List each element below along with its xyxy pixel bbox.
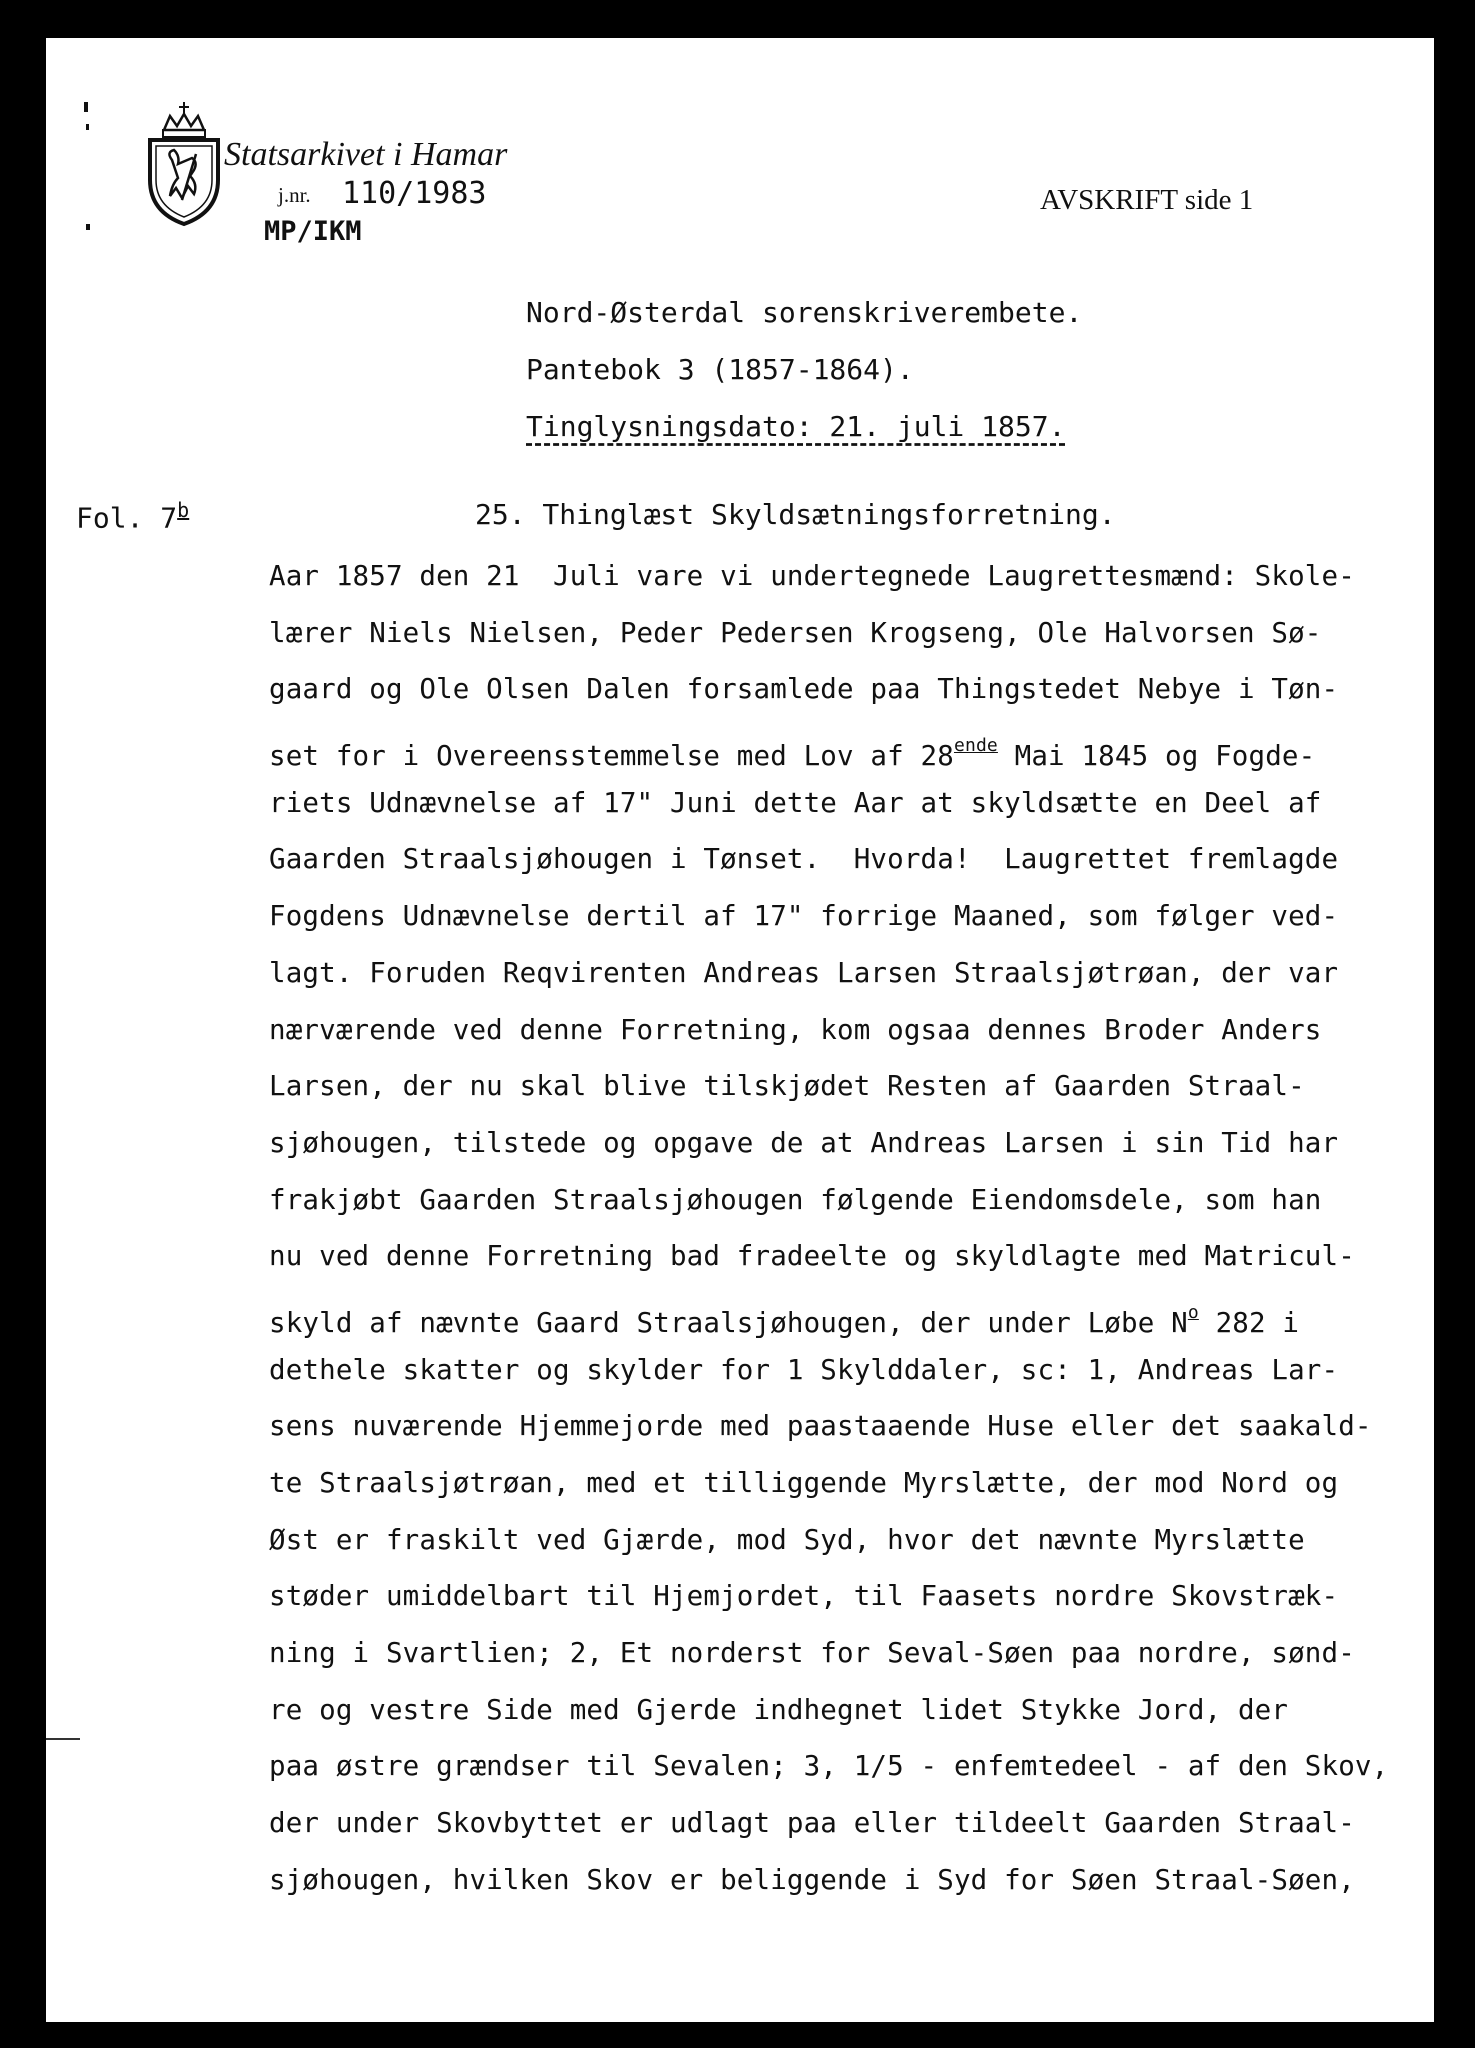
text-line-start: set for i Overeensstemmelse med Lov af 28 [269,740,954,773]
folio-label: Fol. 7 [76,501,178,535]
text-line: sjøhougen, tilstede og opgave de at Andreas Larsen i sin Tid har [269,1126,1339,1159]
transcript-page-label: AVSKRIFT side 1 [1040,184,1254,216]
number-superscript: o [1187,1301,1199,1323]
text-line-end: 282 i [1198,1306,1300,1339]
text-line: støder umiddelbart til Hjemjordet, til Faasets nordre Skovstræk- [269,1580,1339,1613]
text-line: Gaarden Straalsjøhougen i Tønset. Hvorda! Laugrettet fremlagde [269,843,1339,876]
text-line: te Straalsjøtrøan, med et tilliggende Myrslætte, der mod Nord og [269,1467,1339,1499]
margin-mark [86,124,89,130]
text-line: paa østre grændser til Sevalen; 3, 1/5 - enfemtedeel - af den Skov, [269,1750,1389,1783]
text-line: Fogdens Udnævnelse dertil af 17" forrige Maaned, som følger ved- [269,900,1339,933]
margin-dash [46,1738,80,1740]
text-line: re og vestre Side med Gjerde indhegnet lidet Stykke Jord, der [269,1693,1289,1726]
clerk-initials: MP/IKM [264,216,362,247]
registration-date-heading: Tinglysningsdato: 21. juli 1857. [526,410,1066,443]
document-page [46,38,1434,2022]
journal-number-value: 110/1983 [342,176,487,211]
ordinal-superscript: ende [953,735,998,757]
text-line-start: skyld af nævnte Gaard Straalsjøhougen, der under Løbe N [269,1306,1188,1339]
office-heading: Nord-Østerdal sorenskriverembete. [526,296,1083,329]
archive-name: Statsarkivet i Hamar [224,136,508,173]
margin-mark [84,102,88,112]
text-line: ning i Svartlien; 2, Et norderst for Seval-Søen paa nordre, sønd- [269,1637,1355,1670]
margin-mark [86,224,90,230]
journal-number-label: j.nr. [278,183,311,207]
text-line: nærværende ved denne Forretning, kom ogsaa dennes Broder Anders [269,1013,1322,1046]
text-line: dethele skatter og skylder for 1 Skylddaler, sc: 1, Andreas Lar- [269,1353,1339,1386]
text-line [269,718,1429,775]
text-line: gaard og Ole Olsen Dalen forsamlede paa Thingstedet Nebye i Tøn- [269,673,1339,706]
text-line: riets Udnævnelse af 17" Juni dette Aar at skyldsætte en Deel af [269,786,1322,819]
text-line: lærer Niels Nielsen, Peder Pedersen Krogseng, Ole Halvorsen Sø- [269,616,1322,649]
folio-superscript: b [177,498,190,522]
coat-of-arms-icon [136,100,232,228]
text-line-end: Mai 1845 og Fogde- [997,740,1316,773]
text-line: der under Skovbyttet er udlagt paa eller tildeelt Gaarden Straal- [269,1807,1355,1840]
text-line: sens nuværende Hjemmejorde med paastaaende Huse eller det saakald- [269,1410,1372,1443]
folio-reference [76,498,189,534]
body-text [269,548,1429,1909]
text-line: frakjøbt Gaarden Straalsjøhougen følgende Eiendomsdele, som han [269,1183,1322,1216]
entry-title: 25. Thinglæst Skyldsætningsforretning. [475,498,1116,531]
text-line: lagt. Foruden Reqvirenten Andreas Larsen Straalsjøtrøan, der var [269,956,1339,989]
book-heading: Pantebok 3 (1857-1864). [526,353,914,386]
text-line: nu ved denne Forretning bad fradeelte og skyldlagte med Matricul- [269,1240,1355,1273]
text-line: sjøhougen, hvilken Skov er beliggende i Syd for Søen Straal-Søen, [269,1863,1355,1896]
text-line [269,1285,1429,1342]
text-line: Øst er fraskilt ved Gjærde, mod Syd, hvor det nævnte Myrslætte [269,1523,1305,1556]
text-line: Larsen, der nu skal blive tilskjødet Resten af Gaarden Straal- [269,1070,1305,1103]
text-line: Aar 1857 den 21 Juli vare vi undertegnede Laugrettesmænd: Skole- [269,560,1355,592]
